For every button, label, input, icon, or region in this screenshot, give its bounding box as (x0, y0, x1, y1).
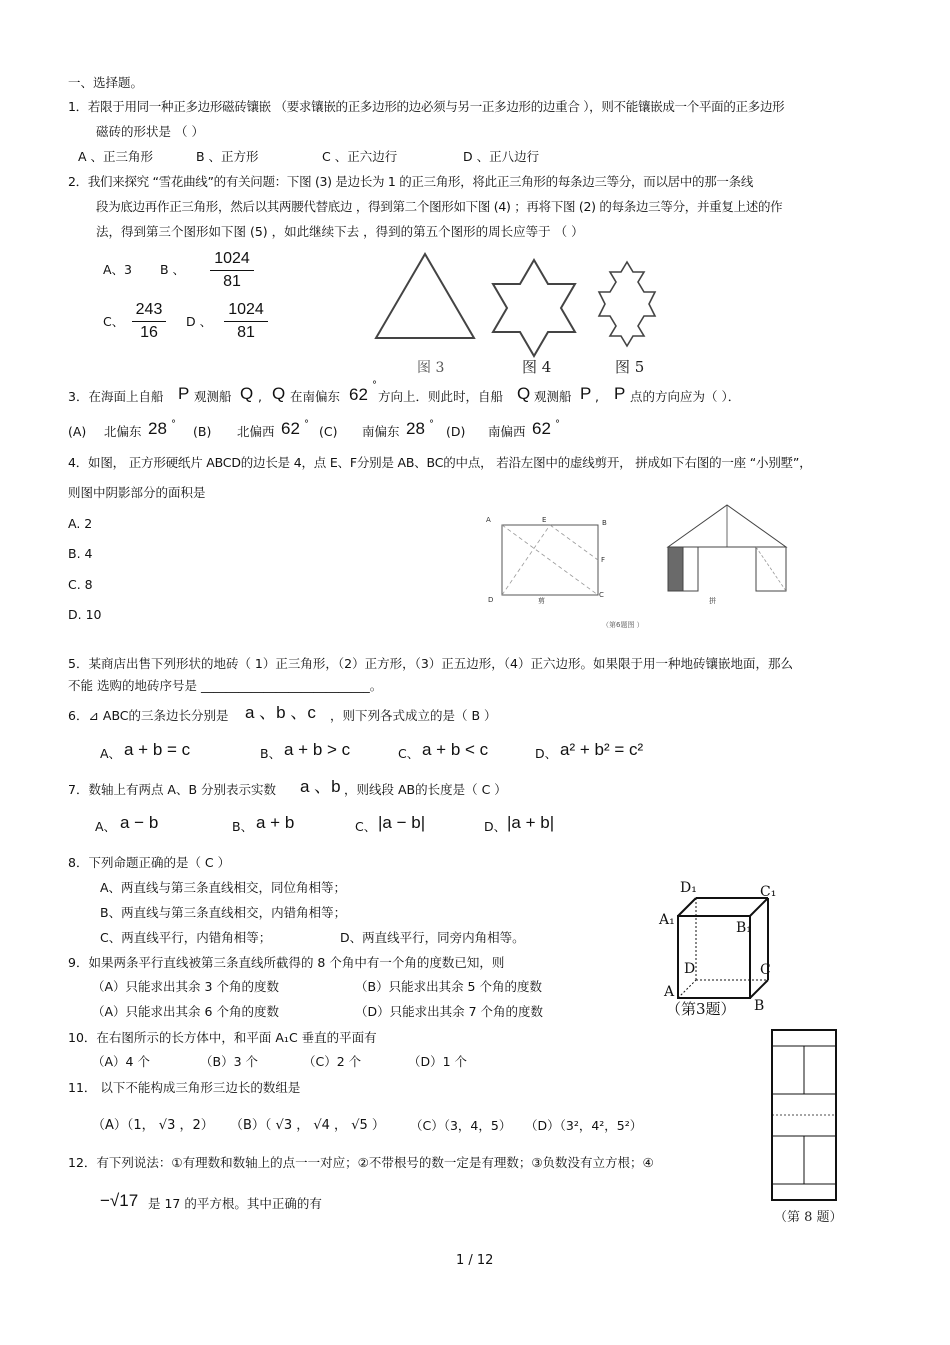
q2-line2: 段为底边再作正三角形，然后以其两腰代替底边 ，得到第二个图形如下图 (4) ；再将下图 (2) 的每条边三等分，并重复上述的作 (96, 199, 783, 214)
q6-option-b-expr: a + b > c (284, 740, 351, 759)
q7-option-a-label: A、 (95, 819, 117, 834)
q4-option-c: C. 8 (68, 577, 93, 592)
q10-line1: 10．在右图所示的长方体中，和平面 A₁C 垂直的平面有 (68, 1030, 377, 1045)
q1-option-d: D 、正八边行 (463, 149, 540, 164)
q10-option-b: （B）3 个 (200, 1054, 259, 1069)
q4-line1: 4．如图， 正方形硬纸片 ABCD的边长是 4，点 E、F分别是 AB、BC的中点， 若沿左图中的虚线剪开， 拼成如下右图的一座 “小别墅”， (68, 455, 812, 470)
q4-option-b: B. 4 (68, 546, 93, 561)
caption-assemble: 拼 (709, 597, 716, 605)
fraction-denominator: 81 (237, 324, 255, 341)
vertex-b: B (754, 998, 765, 1014)
caption-cut: 剪 (538, 597, 545, 605)
fraction-denominator: 81 (223, 273, 241, 290)
label-b: B (602, 519, 607, 527)
q2-line3: 法，得到第三个图形如下图 (5) ，如此继续下去 ，得到的第五个图形的周长应等于 （ ） (96, 224, 584, 239)
q1-option-c: C 、正六边行 (322, 149, 398, 164)
label-c: C (599, 591, 604, 599)
q7-option-d-label: D、 (484, 819, 507, 834)
vertex-d1: D₁ (680, 880, 697, 896)
q6-option-a-expr: a + b = c (124, 740, 191, 759)
koch-figure-5 (599, 262, 655, 346)
q2-option-d-label: D 、 (186, 314, 213, 329)
q6-option-a-label: A、 (100, 746, 122, 761)
q6-line1-b: ，则下列各式成立的是（ B ） (330, 708, 497, 723)
fraction-numerator: 1024 (224, 299, 268, 322)
fraction-numerator: 243 (132, 299, 166, 322)
q2-line1: 2．我们来探究 “雪花曲线”的有关问题：下图 (3) 是边长为 1 的正三角形，将此正三角形的每条边三等分，而以居中的那一条线 (68, 174, 754, 189)
label-f: F (601, 556, 606, 564)
q3-ship-p: P (178, 384, 190, 403)
q3-ship-q: Q (240, 384, 254, 403)
label-a: A (486, 516, 491, 524)
cube-caption: （第3题） (666, 1000, 736, 1018)
house-figure (480, 505, 800, 635)
court-caption: （第 8 题） (774, 1210, 843, 1225)
q3-option-a-value: 28 (148, 419, 167, 438)
q7-option-c-label: C、 (355, 819, 377, 834)
q2-option-b-fraction (210, 248, 254, 293)
fraction-numerator: 1024 (210, 248, 254, 271)
q3-option-b-value: 62 (281, 419, 300, 438)
q7-option-c-expr: |a − b| (378, 813, 426, 832)
q6-option-b-label: B、 (260, 746, 282, 761)
q5-line2: 不能 选购的地砖序号是 ___________________________。 (68, 678, 383, 693)
q7-option-a-expr: a − b (120, 813, 159, 832)
q4-line2: 则图中阴影部分的面积是 (68, 485, 206, 500)
q3-option-c-value: 28 (406, 419, 425, 438)
q4-option-d: D. 10 (68, 607, 102, 622)
star-figure-4 (493, 260, 575, 356)
q11-option-d: （D）（3²，4²，5²） (525, 1118, 643, 1133)
q9-option-a: （A）只能求出其余 3 个角的度数 (92, 979, 279, 994)
q6-option-c-expr: a + b < c (422, 740, 489, 759)
cuboid-figure (656, 878, 786, 1020)
q1-line2: 磁砖的形状是 （ ） (96, 124, 204, 139)
q3-line1-d: 方向上．则此时，自船 (378, 389, 504, 404)
q2-option-c-fraction (132, 299, 166, 344)
snowflake-figures (370, 248, 670, 378)
q3-option-d-label: (D) (446, 424, 466, 439)
q3-ship-p-3: P (614, 384, 626, 403)
q3-line1-f: 点的方向应为（ ）． (630, 389, 741, 404)
q8-option-c: C、两直线平行，内错角相等； (100, 930, 272, 945)
court-figure (768, 1028, 843, 1228)
q6-option-c-label: C、 (398, 746, 420, 761)
q3-line1-e: 观测船 (534, 389, 572, 404)
q4-option-a: A. 2 (68, 516, 93, 531)
vertex-b1: B₁ (736, 920, 752, 936)
q2-option-a: A、3 (103, 262, 133, 277)
q5-line1: 5．某商店出售下列形状的地砖（ 1）正三角形，（2）正方形，（3）正五边形，（4）正六边形。如果限于用一种地砖镶嵌地面，那么 (68, 656, 793, 671)
q3-ship-q-2: Q (272, 384, 286, 403)
q2-option-b-label: B 、 (160, 262, 186, 277)
q8-line1: 8．下列命题正确的是（ C ） (68, 855, 231, 870)
q3-option-a-text: 北偏东 (104, 424, 142, 439)
figure-caption: （第6题图 ） (602, 621, 644, 629)
q3-option-d-text: 南偏西 (488, 424, 526, 439)
label-d: D (488, 596, 494, 604)
fraction-denominator: 16 (140, 324, 158, 341)
q2-option-c-label: C、 (103, 314, 125, 329)
fig-label-5: 图 5 (615, 358, 645, 376)
q10-option-d: （D）1 个 (408, 1054, 468, 1069)
q3-ship-p-2: P (580, 384, 592, 403)
q7-line1-b: ，则线段 AB的长度是（ C ） (344, 782, 507, 797)
q3-option-b-text: 北偏西 (237, 424, 275, 439)
q7-option-b-expr: a + b (256, 813, 295, 832)
fig-label-3: 图 3 (417, 360, 445, 376)
q3-ship-q-3: Q (517, 384, 531, 403)
q11-option-b: （B）（ √3 ， √4 ， √5 ） (230, 1118, 385, 1133)
q1-line1: 1．若限于用同一种正多边形磁砖镶嵌 （要求镶嵌的正多边形的边必须与另一正多边形的边重合 ），则不能镶嵌成一个平面的正多边形 (68, 99, 785, 114)
q9-option-b: （B）只能求出其余 5 个角的度数 (355, 979, 542, 994)
q9-option-d: （D）只能求出其余 7 个角的度数 (355, 1004, 544, 1019)
vertex-c: C (760, 962, 771, 978)
label-e: E (542, 516, 547, 524)
vertex-d: D (684, 961, 696, 977)
q3-option-c-label: (C) (319, 424, 338, 439)
q2-option-d-fraction (224, 299, 268, 344)
q6-line1-a: 6．⊿ ABC的三条边长分别是 (68, 708, 229, 723)
q10-option-a: （A）4 个 (92, 1054, 150, 1069)
q3-option-d-value: 62 (532, 419, 551, 438)
q3-line1-a: 3．在海面上自船 (68, 389, 164, 404)
q8-option-b: B、两直线与第三条直线相交，内错角相等； (100, 905, 347, 920)
q9-option-c: （A）只能求出其余 6 个角的度数 (92, 1004, 279, 1019)
q6-option-d-label: D、 (535, 746, 558, 761)
q3-line1-b: 观测船 (194, 389, 232, 404)
shaded-region (668, 547, 683, 591)
vertex-c1: C₁ (760, 884, 777, 900)
q7-option-b-label: B、 (232, 819, 254, 834)
q3-option-a-label: (A) (68, 424, 87, 439)
q1-option-a: A 、正三角形 (78, 149, 154, 164)
q3-option-c-text: 南偏东 (362, 424, 400, 439)
q12-expression: −√17 (100, 1191, 139, 1210)
q11-option-a: （A）（1， √3 ，2） (92, 1118, 214, 1133)
section-title: 一、选择题。 (68, 75, 144, 90)
fig-label-4: 图 4 (522, 358, 552, 376)
q12-line1: 12．有下列说法：①有理数和数轴上的点一一对应；②不带根号的数一定是有理数；③负数没有立方根；④ (68, 1155, 654, 1170)
q6-option-d-expr: a² + b² = c² (560, 740, 644, 759)
q3-option-b-label: (B) (193, 424, 212, 439)
page-number: 1 / 12 (456, 1253, 494, 1268)
vertex-a: A (664, 984, 675, 1000)
q7-variables: a 、b (300, 777, 341, 796)
triangle-figure-3 (376, 254, 474, 338)
q12-line2: 是 17 的平方根。其中正确的有 (148, 1196, 322, 1211)
vertex-a1: A₁ (659, 912, 675, 928)
q3-line1-c: 在南偏东 (290, 389, 341, 404)
q11-line1: 11． 以下不能构成三角形三边长的数组是 (68, 1080, 301, 1095)
q6-variables: a 、b 、c (245, 703, 316, 722)
q11-option-c: （C）（3，4，5） (410, 1118, 512, 1133)
q7-line1-a: 7．数轴上有两点 A、B 分别表示实数 (68, 782, 277, 797)
q8-option-d: D、两直线平行，同旁内角相等。 (340, 930, 525, 945)
q7-option-d-expr: |a + b| (507, 813, 555, 832)
q8-option-a: A、两直线与第三条直线相交，同位角相等； (100, 880, 347, 895)
q3-angle: 62 (349, 385, 368, 404)
q9-line1: 9．如果两条平行直线被第三条直线所截得的 8 个角中有一个角的度数已知，则 (68, 955, 505, 970)
q10-option-c: （C）2 个 (303, 1054, 362, 1069)
q1-option-b: B 、正方形 (196, 149, 259, 164)
